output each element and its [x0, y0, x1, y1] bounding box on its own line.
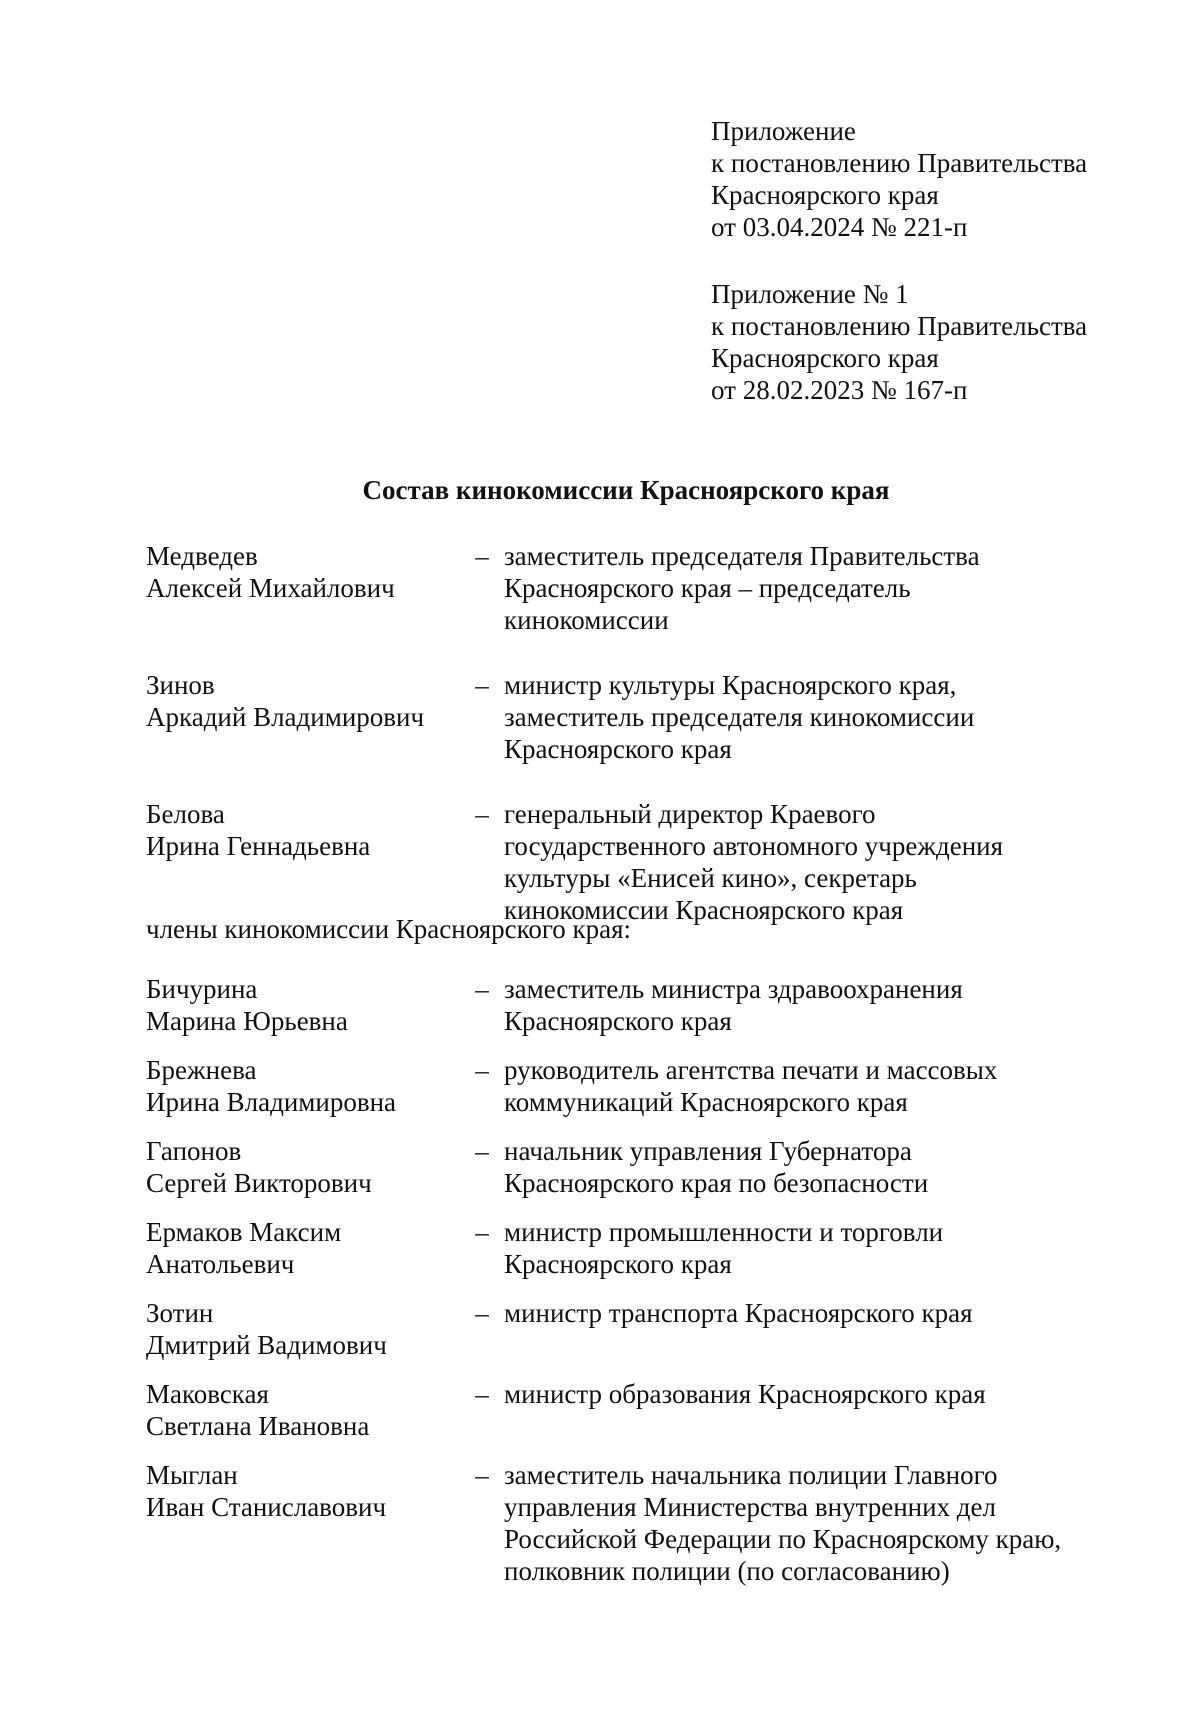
dash-separator: –: [475, 1298, 489, 1328]
member-role: [498, 973, 1156, 1037]
leadership-list: [146, 540, 1156, 926]
header-line: Красноярского края: [711, 180, 939, 210]
member-name-line: Мыглан: [146, 1460, 238, 1490]
dash-separator: –: [475, 974, 489, 1004]
member-role: [498, 1378, 1156, 1410]
member-name: [146, 798, 466, 862]
member-name: [146, 1216, 466, 1280]
member-role: [498, 1297, 1156, 1329]
member-role: [498, 1459, 1156, 1587]
member-name: [146, 669, 466, 733]
member-role: [498, 1216, 1156, 1280]
header-line: Красноярского края: [711, 343, 939, 373]
dash-separator: –: [475, 1460, 489, 1490]
member-name-line: Зинов: [146, 670, 215, 700]
dash-separator: –: [475, 1055, 489, 1085]
member-name: [146, 973, 466, 1037]
member-name: [146, 1297, 466, 1361]
member-entry: [146, 1135, 1156, 1199]
member-name-line: Бичурина: [146, 974, 258, 1004]
dash-separator: –: [475, 541, 489, 571]
member-name: [146, 1459, 466, 1523]
member-role-line: Красноярского края: [504, 1249, 732, 1279]
member-role: [498, 798, 1156, 926]
member-name-line: Анатольевич: [146, 1249, 295, 1279]
member-name-line: Белова: [146, 799, 225, 829]
header-line: Приложение № 1: [711, 279, 909, 309]
member-role: [498, 669, 1156, 765]
member-role-line: министр образования Красноярского края: [504, 1379, 986, 1409]
dash-separator: –: [475, 1217, 489, 1247]
member-role-line: начальник управления Губернатора: [504, 1136, 912, 1166]
member-role-line: кинокомиссии Красноярского края: [504, 895, 904, 925]
member-entry: [146, 1216, 1156, 1280]
member-name-line: Аркадий Владимирович: [146, 702, 425, 732]
dash-separator: –: [475, 1379, 489, 1409]
appendix-header-current: [711, 115, 1171, 243]
header-line: к постановлению Правительства: [711, 148, 1088, 178]
member-name-line: Алексей Михайлович: [146, 573, 395, 603]
member-role-line: полковник полиции (по согласованию): [504, 1556, 950, 1586]
member-name-line: Зотин: [146, 1298, 214, 1328]
member-name: [146, 1054, 466, 1118]
member-entry: [146, 1054, 1156, 1118]
appendix-header-original: [711, 278, 1171, 406]
member-name-line: Ирина Геннадьевна: [146, 831, 371, 861]
header-line: от 28.02.2023 № 167-п: [711, 375, 968, 405]
member-role-line: заместитель министра здравоохранения: [504, 974, 963, 1004]
member-role-line: коммуникаций Красноярского края: [504, 1087, 908, 1117]
member-name-line: Сергей Викторович: [146, 1168, 372, 1198]
member-role-line: министр культуры Красноярского края,: [504, 670, 957, 700]
member-role-line: культуры «Енисей кино», секретарь: [504, 863, 917, 893]
member-role-line: Красноярского края – председатель: [504, 573, 911, 603]
dash-separator: –: [475, 1136, 489, 1166]
member-role-line: министр транспорта Красноярского края: [504, 1298, 973, 1328]
member-role-line: управления Министерства внутренних дел: [504, 1492, 996, 1522]
member-entry: [146, 540, 1156, 636]
member-role: [498, 540, 1156, 636]
header-line: к постановлению Правительства: [711, 311, 1088, 341]
member-entry: [146, 1459, 1156, 1587]
member-role-line: Красноярского края по безопасности: [504, 1168, 929, 1198]
member-name-line: Ирина Владимировна: [146, 1087, 397, 1117]
members-heading: члены кинокомиссии Красноярского края:: [146, 914, 632, 944]
dash-separator: –: [475, 670, 489, 700]
header-line: от 03.04.2024 № 221-п: [711, 212, 968, 242]
member-role-line: генеральный директор Краевого: [504, 799, 876, 829]
member-name-line: Гапонов: [146, 1136, 242, 1166]
member-role-line: заместитель председателя кинокомиссии: [504, 702, 975, 732]
member-name-line: Маковская: [146, 1379, 269, 1409]
member-name: [146, 1135, 466, 1199]
member-name: [146, 1378, 466, 1442]
member-role: [498, 1135, 1156, 1199]
member-entry: [146, 1378, 1156, 1442]
header-line: Приложение: [711, 116, 856, 146]
members-list: [146, 973, 1156, 1587]
member-role-line: Красноярского края: [504, 734, 732, 764]
member-role-line: государственного автономного учреждения: [504, 831, 1004, 861]
member-name-line: Дмитрий Вадимович: [146, 1330, 387, 1360]
document-title: Состав кинокомиссии Красноярского края: [362, 475, 890, 505]
member-entry: [146, 669, 1156, 765]
member-role-line: заместитель начальника полиции Главного: [504, 1460, 998, 1490]
member-role-line: Российской Федерации по Красноярскому краю,: [504, 1524, 1062, 1554]
member-name-line: Медведев: [146, 541, 258, 571]
member-name-line: Брежнева: [146, 1055, 257, 1085]
member-role-line: министр промышленности и торговли: [504, 1217, 944, 1247]
member-role-line: руководитель агентства печати и массовых: [504, 1055, 998, 1085]
member-role-line: кинокомиссии: [504, 605, 669, 635]
member-entry: [146, 798, 1156, 926]
member-role: [498, 1054, 1156, 1118]
member-entry: [146, 1297, 1156, 1361]
dash-separator: –: [475, 799, 489, 829]
member-name-line: Ермаков Максим: [146, 1217, 342, 1247]
member-name-line: Иван Станиславович: [146, 1492, 387, 1522]
member-name-line: Светлана Ивановна: [146, 1411, 370, 1441]
member-entry: [146, 973, 1156, 1037]
member-role-line: Красноярского края: [504, 1006, 732, 1036]
member-role-line: заместитель председателя Правительства: [504, 541, 980, 571]
member-name-line: Марина Юрьевна: [146, 1006, 348, 1036]
member-name: [146, 540, 466, 604]
